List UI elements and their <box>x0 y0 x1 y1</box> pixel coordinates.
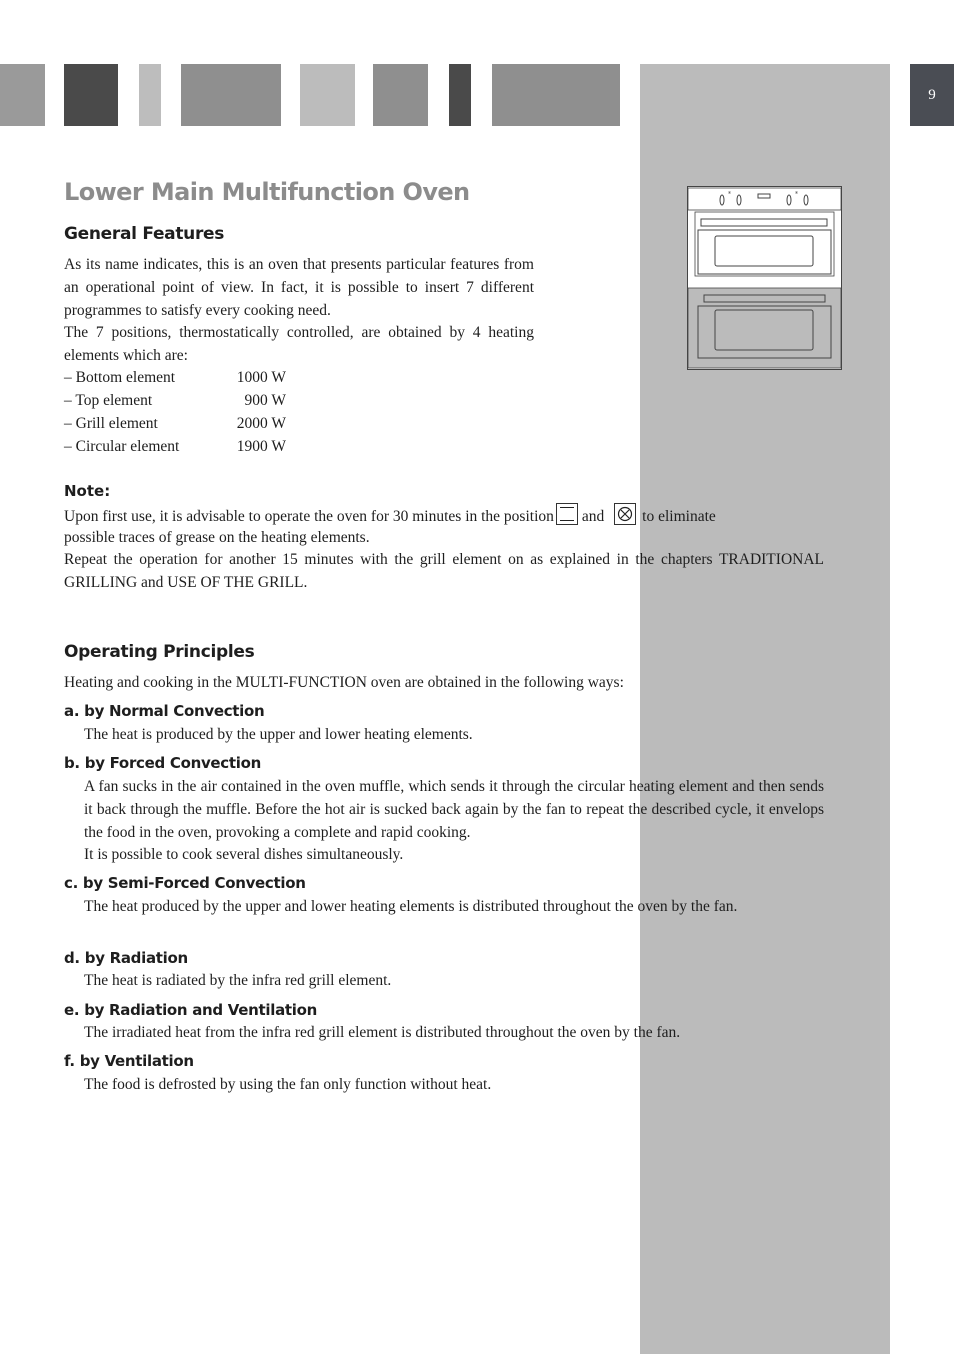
double-oven-illustration <box>687 186 842 370</box>
operating-intro: Heating and cooking in the MULTI-FUNCTION oven are obtained in the following ways: <box>64 674 624 691</box>
header-bar-3 <box>139 64 161 126</box>
element-name: – Top element <box>64 392 153 409</box>
fan-heat-icon <box>614 503 636 525</box>
top-bottom-heat-icon <box>556 503 578 525</box>
general-features-para1: As its name indicates, this is an oven that presents particular features from an operational point of view. In fact, it is possible to insert 7 different programmes to satisfy every cooking need. <box>64 256 534 319</box>
item-title-semi-forced-convection: c. by Semi-Forced Convection <box>64 874 306 892</box>
header-bar-8 <box>492 64 620 126</box>
item-body-forced-convection: A fan sucks in the air contained in the oven muffle, which sends it through the circular heating element and then sends it back through the muffle. Before the hot air is sucked back again by the fan to repeat the described cycle, it envelops the food in the oven, provoking a complete and rapid cooking. <box>84 778 824 841</box>
element-power: 1900 W <box>236 438 286 455</box>
item-body-radiation-ventilation: The irradiated heat from the infra red grill element is distributed throughout the oven by the fan. <box>84 1024 681 1041</box>
note-para2: Repeat the operation for another 15 minutes with the grill element on as explained in the chapters TRADITIONAL GRILLING and USE OF THE GRILL. <box>64 551 824 591</box>
svg-text:*: * <box>728 191 731 198</box>
header-bar-5 <box>300 64 355 126</box>
note-title: Note: <box>64 482 111 500</box>
header-bar-4 <box>181 64 281 126</box>
element-name: – Bottom element <box>64 369 176 386</box>
general-features-para2: The 7 positions, thermostatically controlled, are obtained by 4 heating elements which are: <box>64 324 534 364</box>
element-name: – Grill element <box>64 415 158 432</box>
note-line2: possible traces of grease on the heating elements. <box>64 529 370 546</box>
item-title-forced-convection: b. by Forced Convection <box>64 754 261 772</box>
item-title-radiation-ventilation: e. by Radiation and Ventilation <box>64 1001 317 1019</box>
note-line1-part1: Upon first use, it is advisable to operate the oven for 30 minutes in the position <box>64 508 554 525</box>
header-bar-1 <box>0 64 45 126</box>
item-body-normal-convection: The heat is produced by the upper and lower heating elements. <box>84 726 473 743</box>
element-power: 900 W <box>244 392 286 409</box>
element-row-grill <box>64 412 286 435</box>
operating-principles-heading: Operating Principles <box>64 642 255 662</box>
item-body-radiation: The heat is radiated by the infra red grill element. <box>84 972 392 989</box>
element-power: 1000 W <box>236 369 286 386</box>
element-row-top <box>64 389 286 412</box>
item-title-radiation: d. by Radiation <box>64 949 188 967</box>
element-row-bottom <box>64 366 286 389</box>
item-body-ventilation: The food is defrosted by using the fan only function without heat. <box>84 1076 492 1093</box>
page-title: Lower Main Multifunction Oven <box>64 178 470 206</box>
note-line1 <box>64 503 824 528</box>
header-bar-6 <box>373 64 428 126</box>
note-line1-part2: to eliminate <box>642 508 716 525</box>
svg-text:*: * <box>795 191 798 198</box>
item-title-ventilation: f. by Ventilation <box>64 1052 194 1070</box>
item-body-semi-forced-convection: The heat produced by the upper and lower heating elements is distributed throughout the oven by the fan. <box>84 898 738 915</box>
header-bar-7 <box>449 64 471 126</box>
header-bar-2 <box>64 64 118 126</box>
general-features-heading: General Features <box>64 224 225 244</box>
item-title-normal-convection: a. by Normal Convection <box>64 702 265 720</box>
note-line1-and: and <box>581 508 605 525</box>
element-name: – Circular element <box>64 438 180 455</box>
page-number: 9 <box>910 64 954 126</box>
element-power: 2000 W <box>236 415 286 432</box>
element-row-circular <box>64 435 286 458</box>
item-body-forced-convection-2: It is possible to cook several dishes simultaneously. <box>84 846 404 863</box>
